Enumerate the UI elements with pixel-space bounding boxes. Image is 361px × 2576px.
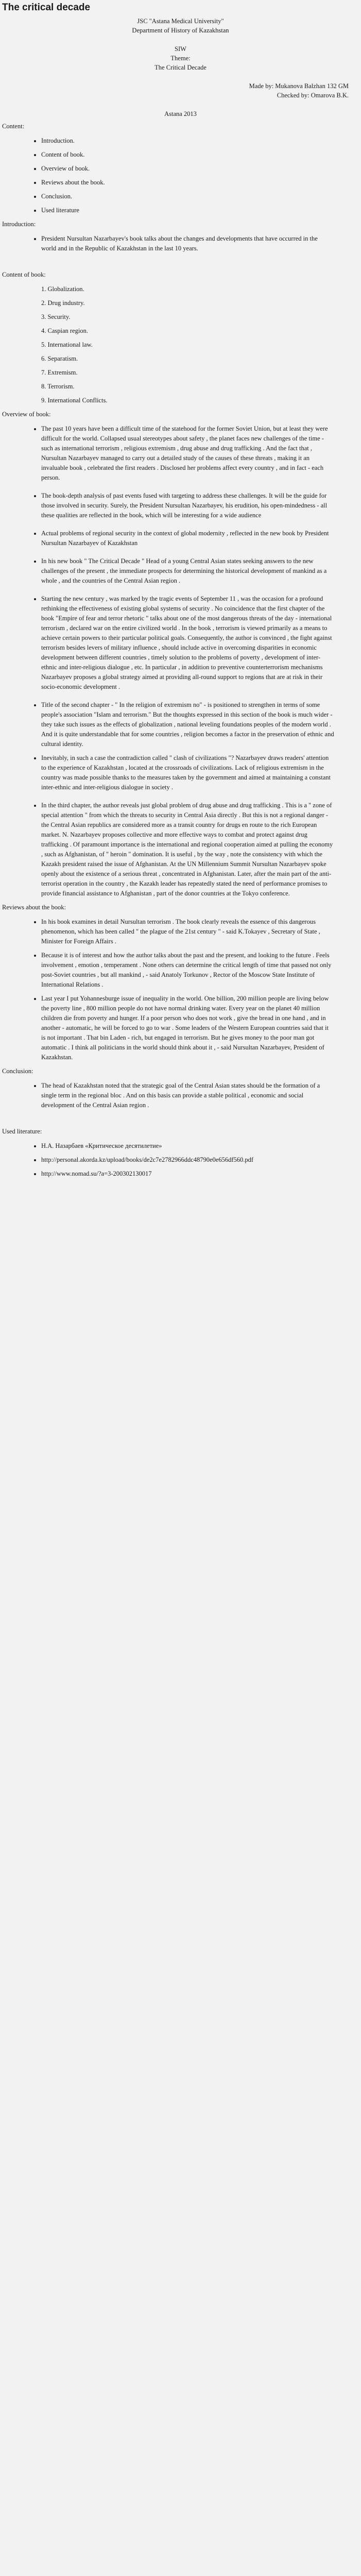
overview-paragraph: • The past 10 years have been a difficult time of the statehood for the former Soviet Union, but at least they were difficult for the world. Collapsed usual stereotypes about safety , the planet faces new challenges of the time - such as international terrorism , religious extremism , drug abuse and drug trafficking . And the fact that , Nursultan Nazarbayev managed to carry out a detailed study of the causes of these threats , making it an invaluable book , celebrated the first readers . Disclosed her problems affect every country , and in fact - each person. — [41, 424, 334, 483]
content-item: • Introduction. — [41, 136, 359, 145]
literature-link[interactable]: • http://www.nomad.su/?a=3-200302130017 — [41, 1169, 359, 1178]
content-list — [2, 136, 359, 215]
content-item: • Content of book. — [41, 150, 359, 159]
book-chapter: 3. Security. — [41, 313, 71, 320]
checked-by: Checked by: Omarova B.K. — [277, 92, 349, 99]
literature-heading: Used literature: — [2, 1128, 42, 1135]
content-heading: Content: — [2, 123, 25, 130]
work-type: SIW — [175, 45, 186, 53]
review-paragraph: • Last year I put Yohannesburge issue of inequality in the world. One billion, 200 million people are living below the poverty line , 800 million people do not have normal drinking water. Every year on the planet 40 million children die from poverty and hunger. If a poor person who does not work , give the bread in one hand , and in another - automatic, he will be forced to go to war . Some leaders of the Western European countries said that it is not important . That bin Laden - rich, but engaged in terrorism. But he gives money to the poor man got automatic . I think all politicians in the world should think about it , - said Nursultan Nazarbayev, President of Kazakhstan. — [41, 994, 334, 1062]
department-name: Department of History of Kazakhstan — [132, 27, 229, 34]
city-year: Astana 2013 — [164, 110, 197, 117]
book-chapter: 1. Globalization. — [41, 285, 84, 293]
book-chapter: 9. International Conflicts. — [41, 397, 108, 404]
overview-paragraph: • In the third chapter, the author reveals just global problem of drug abuse and drug trafficking . This is a " zone of special attention " from which the threats to security in Central Asia directly . But this is not a regional danger - the Central Asian republics are considered more as a transit country for drugs en route to the rich European market. N. Nazarbayev proposes collective and more effective ways to combat and protect against drug trafficking . Of paramount importance is the international and regional cooperation aimed at pulling the economy , such as Afghanistan, of " heroin " domination. It is useful , by the way , note the consistency with which the Kazakh president raised the issue of Afghanistan. At the UN Millennium Summit Nursultan Nazarbayev spoke openly about the existence of a serious threat , concentrated in Afghanistan. Later, after the main part of the anti-terrorist operation in the country , the Kazakh leader has repeatedly stated the need of performance promises to provide financial assistance to Afghanistan , part of the donor countries at the Tokyo conference. — [41, 801, 334, 899]
header-block — [2, 16, 359, 72]
conclusion-paragraph: • The head of Kazakhstan noted that the strategic goal of the Central Asian states should be the formation of a single term in the regional bloc . And on this basis can provide a stable political , economic and social development of the Central Asian region . — [41, 1081, 334, 1110]
book-chapter: 4. Caspian region. — [41, 327, 88, 334]
content-item: • Overview of book. — [41, 164, 359, 173]
reviews-list — [2, 917, 359, 1062]
review-paragraph: • Because it is of interest and how the author talks about the past and the present, and looking to the future . Feels involvement , emotion , temperament . None others can determine the critical length of time that passed not only post-Soviet countries , but all mankind , - said Anatoly Torkunov , Rector of the Moscow State Institute of International Relations . — [41, 951, 334, 990]
page-title: The critical decade — [2, 2, 91, 13]
overview-paragraph: • Title of the second chapter - " In the religion of extremism no" - is positioned to strengthen in terms of some people's association "Islam and terrorism." But the thoughts expressed in this section of the book is much wider - they take such issues as the effects of globalization , national leveling foundations peoples of the modern world . And it is quite understandable that for some countries , religion becomes a factor in the preservation of ethnic and cultural identity. — [41, 700, 334, 749]
overview-paragraph: • The book-depth analysis of past events fused with targeting to address these challenges. It will be the guide for those involved in security. Surely, the President Nursultan Nazarbayev, his erudition, his open-mindedness - all these qualities are reflected in the book, which will be interesting for a wide audience — [41, 491, 334, 520]
literature-item: • Н.А. Назарбаев «Критическое десятилетие» — [41, 1141, 359, 1150]
overview-paragraph: • In his new book " The Critical Decade " Head of a young Central Asian states seeking answers to the new challenges of the present , the immediate prospects for determining the historical development of mankind as a whole , and the countries of the Central Asian region . — [41, 556, 334, 586]
made-by: Made by: Mukanova Balzhan 132 GM — [249, 82, 349, 90]
conclusion-heading: Conclusion: — [2, 1067, 33, 1075]
review-paragraph: • In his book examines in detail Nursultan terrorism . The book clearly reveals the essence of this dangerous phenomenon, which has been called " the plague of the 21st century " - said K.Tokayev , Secretary of State , Minister for Foreign Affairs . — [41, 917, 334, 946]
overview-paragraph: • Actual problems of regional security in the context of global modernity , reflected in the new book by President Nursultan Nazarbayev of Kazakhstan — [41, 529, 334, 548]
book-chapter: 7. Extremism. — [41, 369, 78, 376]
overview-paragraph: • Starting the new century , was marked by the tragic events of September 11 , was the occasion for a profound rethinking the effectiveness of existing global systems of security . No coincidence that the first chapter of the book "Empire of fear and terror rhetoric " talks about one of the most dangerous threats of the day - international terrorism , declared war on the entire civilized world . In the book , terrorism is viewed primarily as a means to achieve certain powers to their particular political goals. Consequently, the author is convinced , the fight against terrorism besides levers of military influence , should include active in overcoming disparities in economic development between different countries , timely solution to the problems of poverty , development of inter-ethnic and inter-religious dialogue , etc. In particular , in addition to preventive counterterrorism mechanisms Nazarbayev proposes a global strategy aimed at providing all-round support to regions that are at risk in their socio-economic development . — [41, 594, 334, 692]
literature-link[interactable]: • http://personal.akorda.kz/upload/books/de2c7e2782966ddc48790e0e656df560.pdf — [41, 1155, 359, 1164]
theme-label: Theme: — [170, 55, 191, 62]
introduction-heading: Introduction: — [2, 221, 36, 228]
conclusion-list — [2, 1081, 359, 1110]
university-name: JSC "Astana Medical University" — [137, 18, 224, 25]
introduction-list — [2, 234, 359, 253]
overview-list — [2, 424, 359, 899]
book-chapter: 8. Terrorism. — [41, 383, 75, 390]
content-item: • Reviews about the book. — [41, 178, 359, 187]
literature-list — [2, 1141, 359, 1178]
content-item: • Used literature — [41, 206, 359, 215]
reviews-heading: Reviews about the book: — [2, 904, 66, 911]
introduction-paragraph: • President Nursultan Nazarbayev's book talks about the changes and developments that have occurred in the world and in the Republic of Kazakhstan in the last 10 years. — [41, 234, 334, 253]
book-chapters-list — [2, 284, 359, 405]
overview-heading: Overview of book: — [2, 411, 51, 418]
content-item: • Conclusion. — [41, 192, 359, 201]
theme-title: The Critical Decade — [154, 64, 207, 71]
book-chapter: 2. Drug industry. — [41, 299, 85, 307]
book-chapter: 6. Separatism. — [41, 355, 78, 362]
author-block — [2, 81, 359, 100]
content-of-book-heading: Content of book: — [2, 271, 46, 278]
overview-paragraph: • Inevitably, in such a case the contradiction called " clash of civilizations "? Nazarbayev draws readers' attention to the experience of Kazakhstan , located at the crossroads of civilizations. Lack of religious extremism in the country was made possible thanks to the measures taken by the government and aimed at maintaining a constant inter-ethnic and inter-religious dialogue in society . — [41, 753, 334, 792]
book-chapter: 5. International law. — [41, 341, 93, 348]
document-page — [0, 0, 361, 1193]
